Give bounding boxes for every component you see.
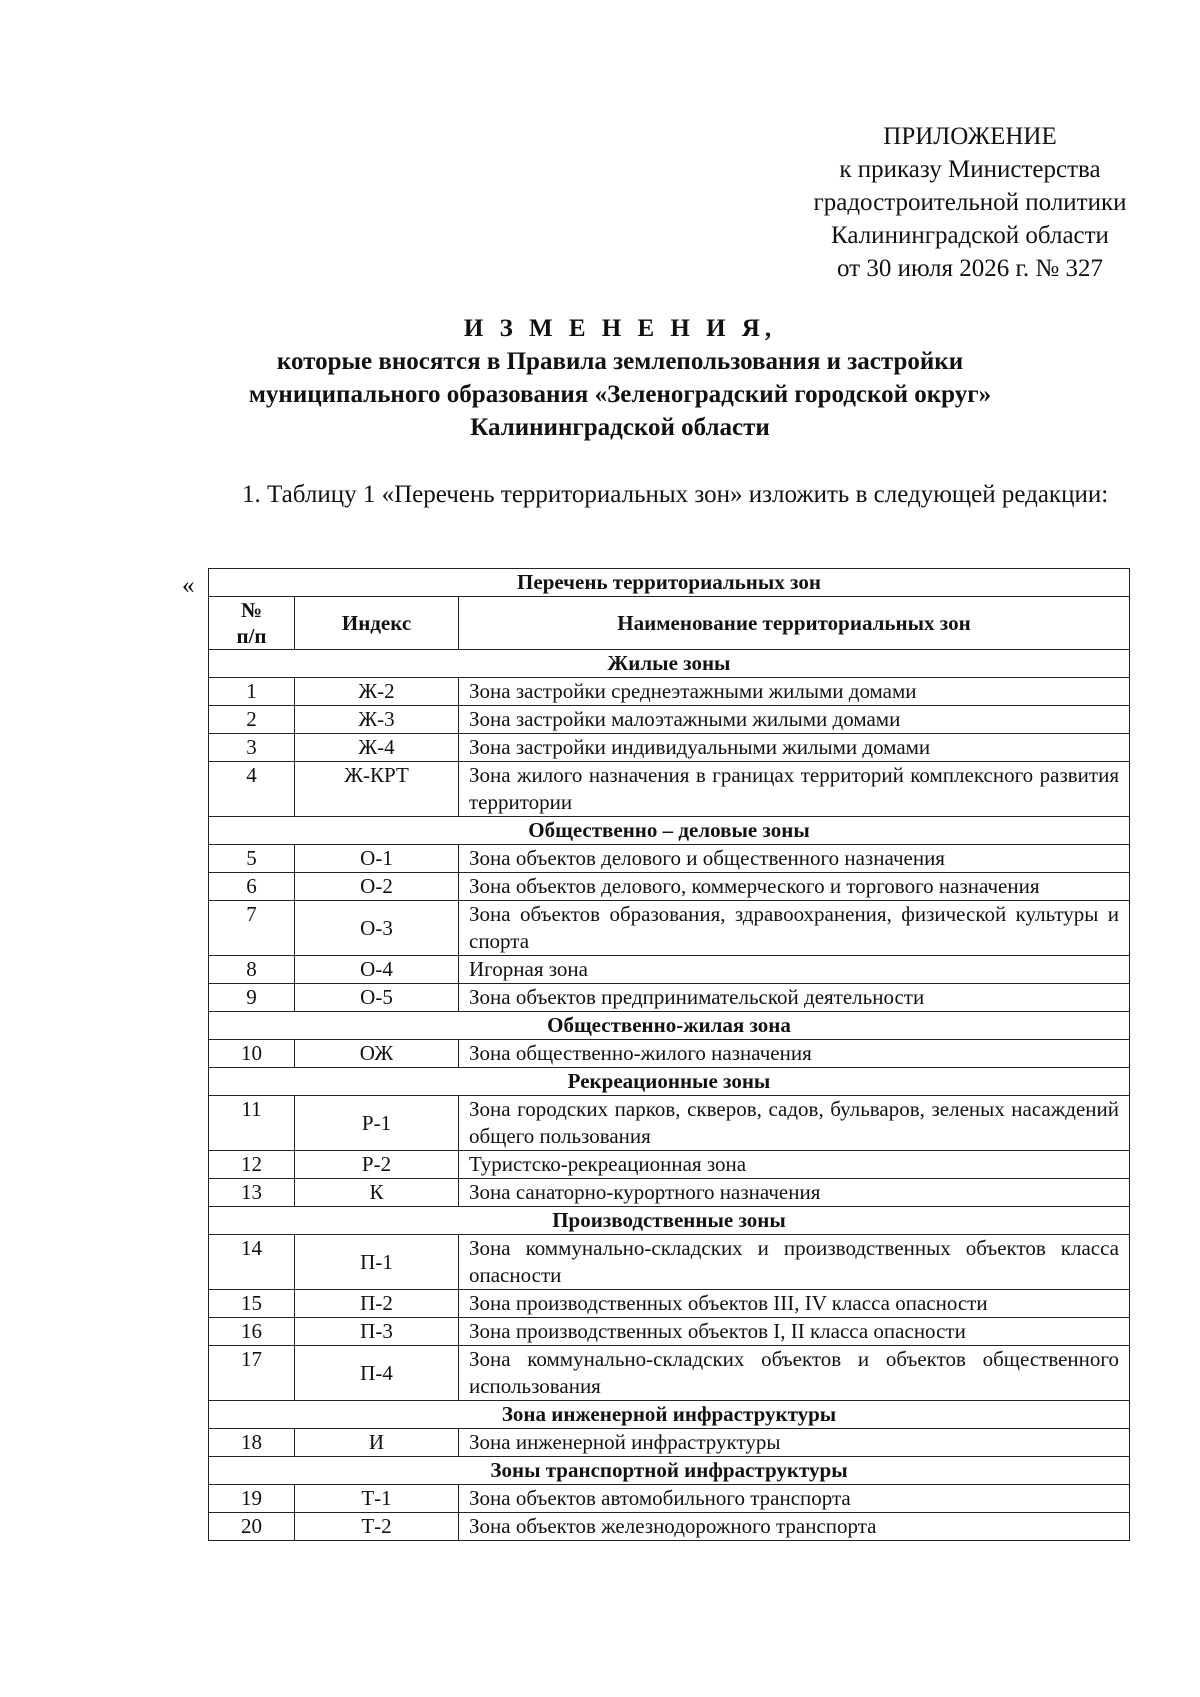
table-row (209, 845, 1130, 873)
zone-number: 2 (209, 706, 295, 734)
appendix-line: градостроительной политики (813, 189, 1127, 216)
zone-number: 7 (209, 901, 295, 956)
zone-index: П-1 (295, 1235, 459, 1290)
zone-number: 17 (209, 1346, 295, 1401)
heading-title: И З М Е Н Е Н И Я, (463, 315, 777, 342)
zone-index: О-3 (295, 901, 459, 956)
group-title: Производственные зоны (209, 1207, 1130, 1235)
table-row (209, 1346, 1130, 1401)
group-row (209, 1457, 1130, 1485)
zone-index: П-4 (295, 1346, 459, 1401)
group-row (209, 1401, 1130, 1429)
zone-index: Ж-3 (295, 706, 459, 734)
group-row (209, 650, 1130, 678)
table-row (209, 956, 1130, 984)
zone-index: Р-1 (295, 1096, 459, 1151)
appendix-line: от 30 июля 2026 г. № 327 (836, 255, 1104, 282)
group-row (209, 1068, 1130, 1096)
zone-index: ОЖ (295, 1040, 459, 1068)
group-title: Рекреационные зоны (209, 1068, 1130, 1096)
zone-number: 20 (209, 1513, 295, 1541)
zone-index: О-5 (295, 984, 459, 1012)
zone-index: Т-1 (295, 1485, 459, 1513)
table-row (209, 762, 1130, 817)
zone-name: Зона инженерной инфраструктуры (459, 1429, 1130, 1457)
heading-line: муниципального образования «Зеленоградский городской округ» (248, 381, 992, 408)
zone-name: Зона коммунально-складских объектов и объектов общественного использования (459, 1346, 1130, 1401)
zone-number: 5 (209, 845, 295, 873)
zone-index: Т-2 (295, 1513, 459, 1541)
zone-name: Зона объектов делового, коммерческого и торгового назначения (459, 873, 1130, 901)
header-num-line2: п/п (236, 624, 267, 648)
zone-number: 18 (209, 1429, 295, 1457)
zone-name: Зона объектов образования, здравоохранения, физической культуры и спорта (459, 901, 1130, 956)
heading-line: Калининградской области (470, 414, 770, 441)
zone-number: 19 (209, 1485, 295, 1513)
zone-name: Зона объектов предпринимательской деятельности (459, 984, 1130, 1012)
table-row (209, 1179, 1130, 1207)
zone-number: 6 (209, 873, 295, 901)
zone-number: 1 (209, 678, 295, 706)
table-row (209, 734, 1130, 762)
zone-name: Зона застройки среднеэтажными жилыми домами (459, 678, 1130, 706)
table-row (209, 1429, 1130, 1457)
zone-number: 4 (209, 762, 295, 817)
zone-index: О-1 (295, 845, 459, 873)
zone-name: Зона производственных объектов III, IV класса опасности (459, 1290, 1130, 1318)
group-title: Зоны транспортной инфраструктуры (209, 1457, 1130, 1485)
table-row (209, 1513, 1130, 1541)
zone-index: И (295, 1429, 459, 1457)
appendix-line: ПРИЛОЖЕНИЕ (883, 123, 1057, 150)
table-row (209, 1040, 1130, 1068)
table-row (209, 1485, 1130, 1513)
zone-index: О-4 (295, 956, 459, 984)
header-index: Индекс (295, 597, 459, 650)
group-title: Общественно – деловые зоны (209, 817, 1130, 845)
zone-number: 16 (209, 1318, 295, 1346)
zone-name: Игорная зона (459, 956, 1130, 984)
appendix-line: Калининградской области (831, 222, 1109, 249)
opening-quote: « (182, 572, 195, 599)
zone-name: Зона объектов автомобильного транспорта (459, 1485, 1130, 1513)
zone-name: Зона санаторно-курортного назначения (459, 1179, 1130, 1207)
zone-number: 8 (209, 956, 295, 984)
group-title: Жилые зоны (209, 650, 1130, 678)
paragraph-1: 1. Таблицу 1 «Перечень территориальных зон» изложить в следующей редакции: (242, 481, 1109, 508)
appendix-line: к приказу Министерства (839, 156, 1101, 183)
zone-number: 10 (209, 1040, 295, 1068)
zone-index: О-2 (295, 873, 459, 901)
header-num-line1: № (240, 598, 263, 622)
zone-index: Р-2 (295, 1151, 459, 1179)
group-title: Общественно-жилая зона (209, 1012, 1130, 1040)
zone-name: Туристско-рекреационная зона (459, 1151, 1130, 1179)
group-row (209, 1207, 1130, 1235)
group-title: Зона инженерной инфраструктуры (209, 1401, 1130, 1429)
zone-number: 3 (209, 734, 295, 762)
zone-name: Зона объектов железнодорожного транспорта (459, 1513, 1130, 1541)
zone-index: П-2 (295, 1290, 459, 1318)
zone-name: Зона городских парков, скверов, садов, бульваров, зеленых насаждений общего пользования (459, 1096, 1130, 1151)
zones-table-body (209, 650, 1130, 1541)
table-row (209, 1096, 1130, 1151)
header-num (209, 597, 295, 650)
zone-index: Ж-4 (295, 734, 459, 762)
group-row (209, 817, 1130, 845)
zone-number: 11 (209, 1096, 295, 1151)
table-row (209, 1318, 1130, 1346)
zones-table (208, 568, 1130, 1541)
table-row (209, 984, 1130, 1012)
zone-name: Зона застройки малоэтажными жилыми домами (459, 706, 1130, 734)
table-title: Перечень территориальных зон (209, 569, 1130, 597)
zone-name: Зона общественно-жилого назначения (459, 1040, 1130, 1068)
zone-name: Зона коммунально-складских и производственных объектов класса опасности (459, 1235, 1130, 1290)
table-row (209, 1290, 1130, 1318)
zone-name: Зона застройки индивидуальными жилыми домами (459, 734, 1130, 762)
table-row (209, 1151, 1130, 1179)
appendix-block (760, 120, 1180, 285)
header-name: Наименование территориальных зон (459, 597, 1130, 650)
zone-number: 12 (209, 1151, 295, 1179)
heading-line: которые вносятся в Правила землепользования и застройки (276, 348, 964, 375)
table-row (209, 873, 1130, 901)
table-row (209, 706, 1130, 734)
document-heading (170, 312, 1070, 444)
zone-name: Зона объектов делового и общественного назначения (459, 845, 1130, 873)
zone-name: Зона жилого назначения в границах территорий комплексного развития территории (459, 762, 1130, 817)
zone-index: Ж-КРТ (295, 762, 459, 817)
zone-index: К (295, 1179, 459, 1207)
zone-number: 15 (209, 1290, 295, 1318)
zone-index: П-3 (295, 1318, 459, 1346)
group-row (209, 1012, 1130, 1040)
zone-name: Зона производственных объектов I, II класса опасности (459, 1318, 1130, 1346)
table-row (209, 1235, 1130, 1290)
table-row (209, 678, 1130, 706)
zone-number: 13 (209, 1179, 295, 1207)
zone-index: Ж-2 (295, 678, 459, 706)
table-row (209, 901, 1130, 956)
zone-number: 14 (209, 1235, 295, 1290)
zone-number: 9 (209, 984, 295, 1012)
